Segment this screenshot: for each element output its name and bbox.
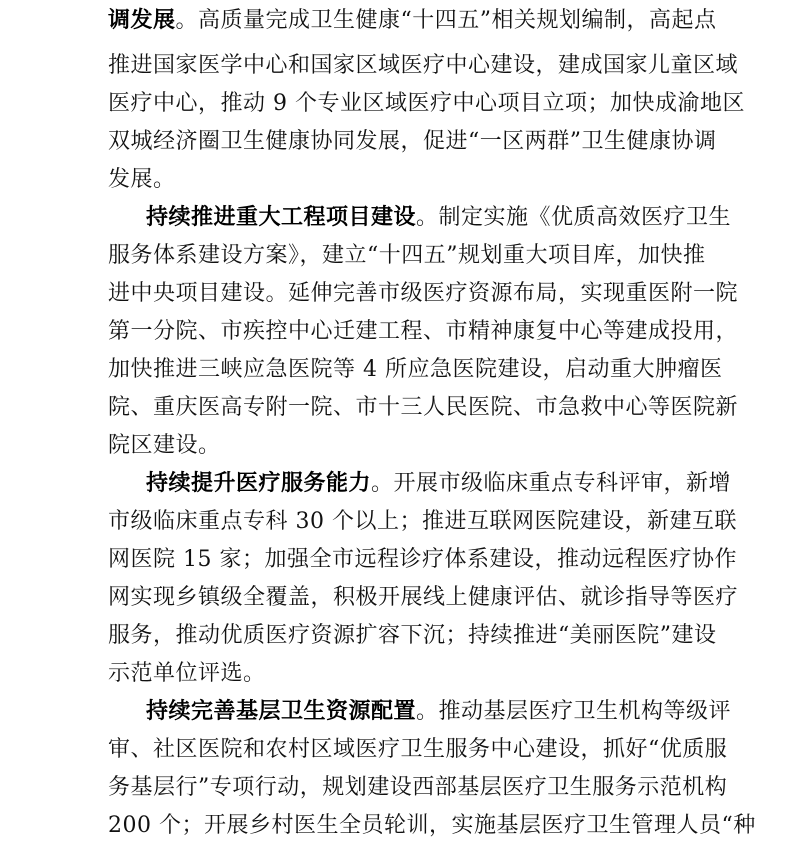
text-line <box>108 427 696 465</box>
text-line <box>108 2 717 40</box>
text-line <box>108 313 739 351</box>
line-text: 网实现乡镇级全覆盖，积极开展线上健康评估、就诊指导等医疗 <box>108 585 739 610</box>
text-line <box>108 47 739 85</box>
line-text: 。开展市级临床重点专科评审，新增 <box>371 471 732 496</box>
line-text: 双城经济圈卫生健康协同发展，促进“一区两群”卫生健康协调 <box>108 129 717 154</box>
line-text: 医疗中心，推动 9 个专业区域医疗中心项目立项；加快成渝地区 <box>108 91 745 116</box>
text-line <box>108 769 728 807</box>
text-line <box>108 731 728 769</box>
line-text: 示范单位评选。 <box>108 661 266 686</box>
line-text: 务基层行”专项行动，规划建设西部基层医疗卫生服务示范机构 <box>108 775 728 800</box>
line-text: 院、重庆医高专附一院、市十三人民医院、市急救中心等医院新 <box>108 395 739 420</box>
text-line <box>108 389 739 427</box>
line-text: 进中央项目建设。延伸完善市级医疗资源布局，实现重医附一院 <box>108 281 739 306</box>
text-line <box>108 123 717 161</box>
text-line <box>108 579 739 617</box>
text-line <box>108 237 706 275</box>
line-text: 加快推进三峡应急医院等 4 所应急医院建设，启动重大肿瘤医 <box>108 357 723 382</box>
bold-heading: 调发展 <box>108 8 176 33</box>
text-line <box>108 351 723 389</box>
text-line <box>146 465 732 503</box>
text-line <box>108 617 717 655</box>
line-text: 服务体系建设方案》，建立“十四五”规划重大项目库，加快推 <box>108 243 706 268</box>
line-text: 网医院 15 家；加强全市远程诊疗体系建设，推动远程医疗协作 <box>108 547 737 572</box>
text-line <box>108 807 756 845</box>
line-text: 。制定实施《优质高效医疗卫生 <box>416 205 732 230</box>
text-line <box>108 503 737 541</box>
bold-heading: 持续推进重大工程项目建设 <box>146 205 417 230</box>
line-text: 第一分院、市疾控中心迁建工程、市精神康复中心等建成投用， <box>108 319 739 344</box>
line-text: 审、社区医院和农村区域医疗卫生服务中心建设，抓好“优质服 <box>108 737 728 762</box>
line-text: 200 个；开展乡村医生全员轮训，实施基层医疗卫生管理人员“种 <box>108 813 756 838</box>
line-text: 。高质量完成卫生健康“十四五”相关规划编制，高起点 <box>175 8 717 33</box>
bold-heading: 持续提升医疗服务能力 <box>146 471 372 496</box>
text-line <box>108 161 696 199</box>
line-text: 推进国家医学中心和国家区域医疗中心建设，建成国家儿童区域 <box>108 53 739 78</box>
line-text: 发展。 <box>108 167 176 192</box>
line-text: 院区建设。 <box>108 433 221 458</box>
text-line <box>146 199 732 237</box>
text-line <box>108 655 696 693</box>
text-line <box>108 275 739 313</box>
line-text: 。推动基层医疗卫生机构等级评 <box>416 699 732 724</box>
line-text: 服务，推动优质医疗资源扩容下沉；持续推进“美丽医院”建设 <box>108 623 717 648</box>
text-line <box>108 541 737 579</box>
line-text: 市级临床重点专科 30 个以上；推进互联网医院建设，新建互联 <box>108 509 737 534</box>
text-line <box>146 693 732 731</box>
text-line <box>108 85 745 123</box>
bold-heading: 持续完善基层卫生资源配置 <box>146 699 417 724</box>
